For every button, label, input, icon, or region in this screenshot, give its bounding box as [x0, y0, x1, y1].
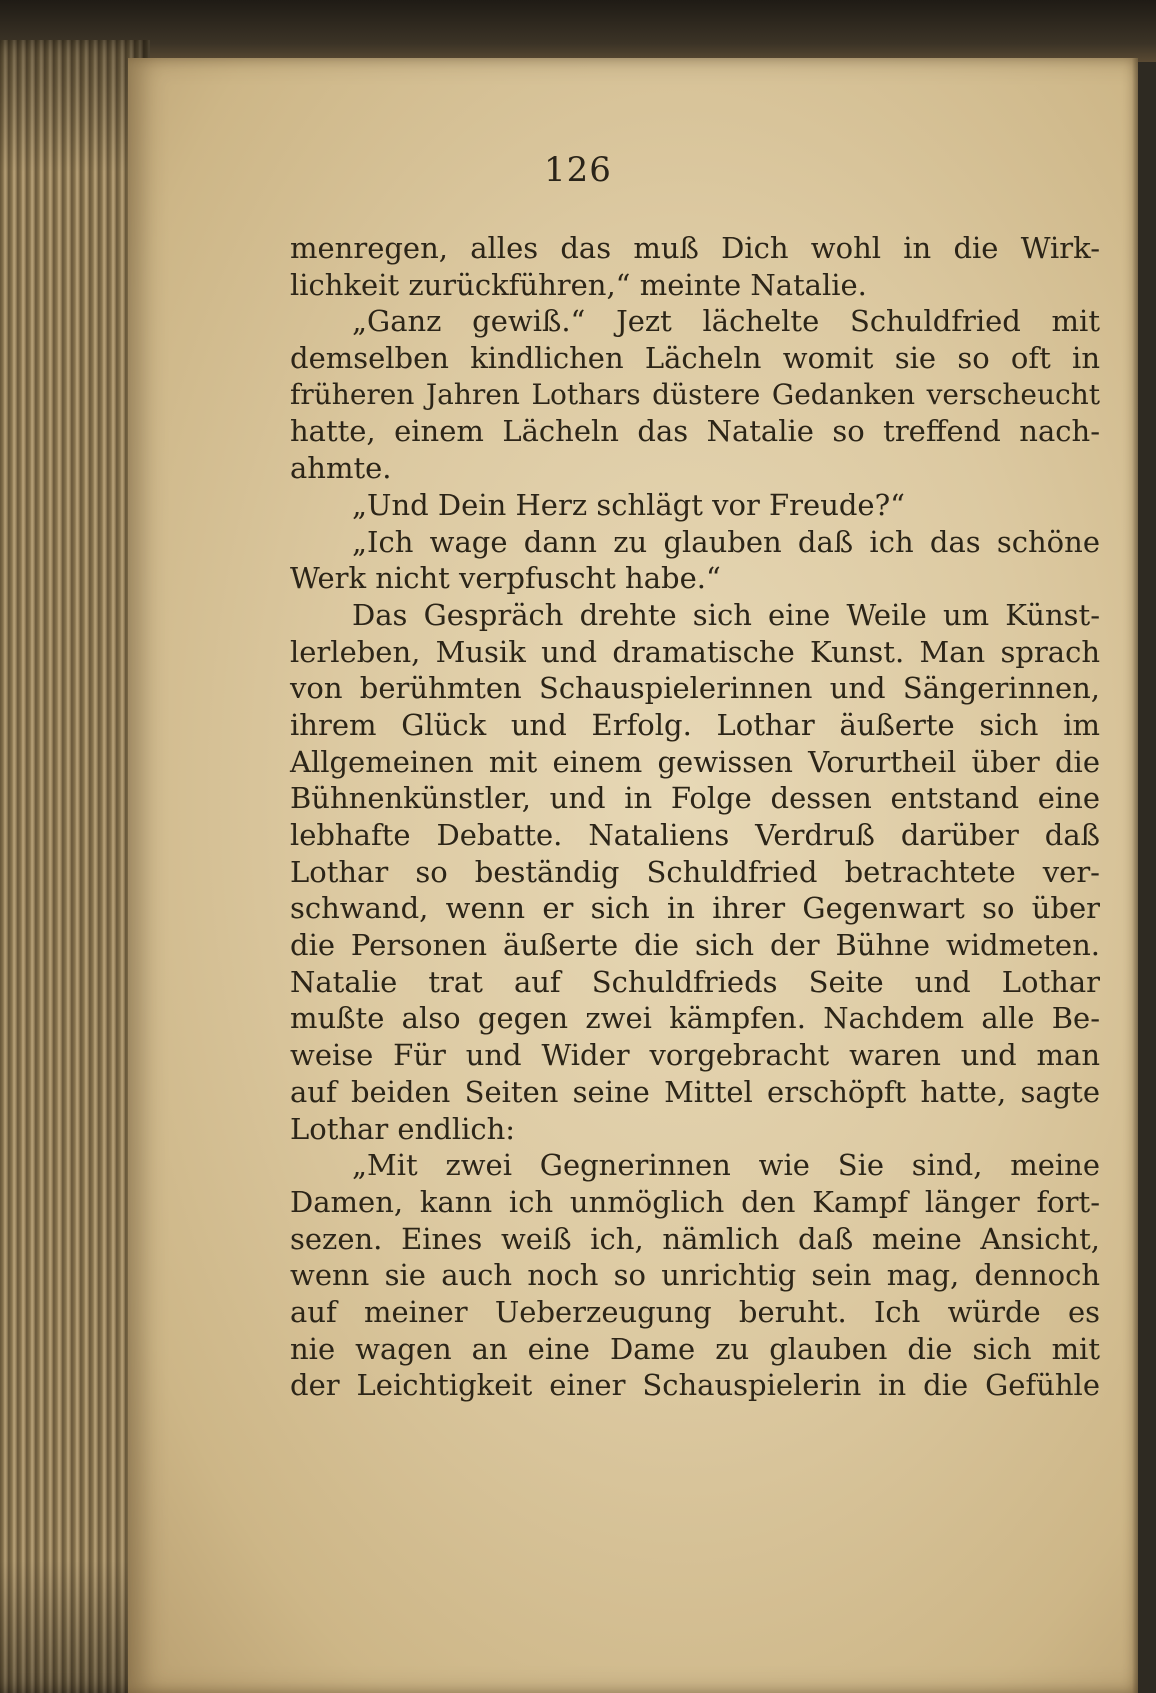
text-line: weise Für und Wider vorgebracht waren und man	[290, 1038, 1100, 1073]
page-number: 126	[544, 150, 612, 190]
text-line: Lothar so beständig Schuldfried betrachtete ver-	[290, 854, 1100, 889]
text-line: nie wagen an eine Dame zu glauben die sich mit	[290, 1331, 1100, 1366]
text-line: ahmte.	[290, 451, 392, 486]
text-line: hatte, einem Lächeln das Natalie so treffend nach-	[290, 414, 1100, 449]
text-line: lerleben, Musik und dramatische Kunst. Man sprach	[290, 634, 1100, 669]
text-line: von berühmten Schauspielerinnen und Sängerinnen,	[290, 671, 1100, 706]
text-line: „Ganz gewiß.“ Jezt lächelte Schuldfried mit	[352, 304, 1100, 339]
text-line: schwand, wenn er sich in ihrer Gegenwart so über	[290, 891, 1100, 926]
text-line: mußte also gegen zwei kämpfen. Nachdem alle Be-	[290, 1001, 1100, 1036]
text-line: früheren Jahren Lothars düstere Gedanken verscheucht	[290, 377, 1100, 411]
body-text	[290, 230, 1100, 1404]
text-line: „Mit zwei Gegnerinnen wie Sie sind, meine	[352, 1148, 1100, 1183]
text-line: Natalie trat auf Schuldfrieds Seite und Lothar	[290, 964, 1100, 999]
text-line: der Leichtigkeit einer Schauspielerin in die Gefühle	[290, 1368, 1100, 1403]
text-line: Das Gespräch drehte sich eine Weile um Künst-	[352, 597, 1100, 632]
text-line: Werk nicht verpfuscht habe.“	[290, 561, 721, 596]
text-line: Allgemeinen mit einem gewissen Vorurtheil über die	[290, 744, 1100, 779]
text-line: auf meiner Ueberzeugung beruht. Ich würde es	[290, 1294, 1100, 1329]
text-line: menregen, alles das muß Dich wohl in die Wirk-	[290, 231, 1100, 265]
text-line: sezen. Eines weiß ich, nämlich daß meine Ansicht,	[290, 1221, 1100, 1256]
text-line: auf beiden Seiten seine Mittel erschöpft hatte, sagte	[290, 1074, 1100, 1109]
text-line: Lothar endlich:	[290, 1111, 516, 1146]
book-cover-top	[0, 0, 1156, 62]
text-line: Bühnenkünstler, und in Folge dessen entstand eine	[290, 781, 1100, 816]
text-line: ihrem Glück und Erfolg. Lothar äußerte sich im	[290, 707, 1100, 742]
text-line: die Personen äußerte die sich der Bühne widmeten.	[290, 928, 1100, 963]
text-line: demselben kindlichen Lächeln womit sie so oft in	[290, 341, 1100, 376]
text-line: wenn sie auch noch so unrichtig sein mag, dennoch	[290, 1258, 1100, 1293]
text-line: lebhafte Debatte. Nataliens Verdruß darüber daß	[290, 818, 1100, 852]
text-line: „Und Dein Herz schlägt vor Freude?“	[352, 487, 905, 522]
text-line: Damen, kann ich unmöglich den Kampf länger fort-	[290, 1184, 1100, 1219]
text-line: lichkeit zurückführen,“ meinte Natalie.	[290, 267, 867, 302]
text-line: „Ich wage dann zu glauben daß ich das schöne	[352, 524, 1100, 559]
